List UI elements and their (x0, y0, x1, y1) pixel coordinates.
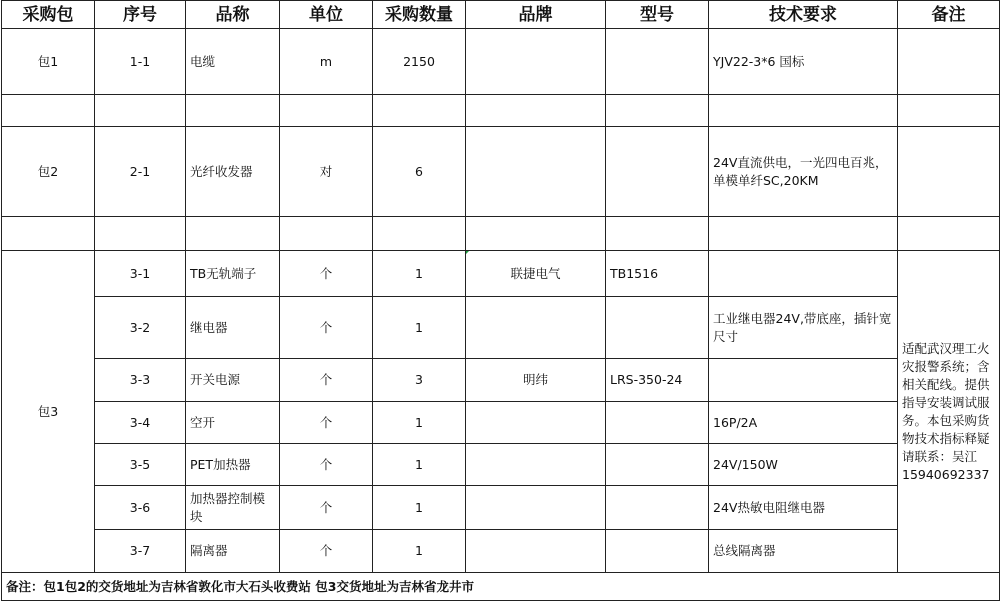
brand-cell: 联捷电气 (466, 251, 606, 297)
empty-cell (2, 95, 95, 127)
pkg-cell: 包1 (2, 29, 95, 95)
tech-cell: 工业继电器24V,带底座，插针宽尺寸 (709, 297, 898, 359)
brand-cell (466, 127, 606, 217)
header-brand: 品牌 (466, 1, 606, 29)
header-qty: 采购数量 (373, 1, 466, 29)
unit-cell: 个 (280, 297, 373, 359)
name-cell: TB无轨端子 (186, 251, 280, 297)
pkg-cell: 包3 (2, 251, 95, 573)
table-row (2, 486, 1000, 530)
tech-cell: 16P/2A (709, 402, 898, 444)
header-name: 品称 (186, 1, 280, 29)
name-cell: 隔离器 (186, 530, 280, 573)
name-cell: 空开 (186, 402, 280, 444)
brand-cell (466, 402, 606, 444)
unit-cell: m (280, 29, 373, 95)
seq-cell: 3-4 (95, 402, 186, 444)
empty-cell (709, 217, 898, 251)
qty-cell: 2150 (373, 29, 466, 95)
qty-cell: 1 (373, 530, 466, 573)
table-row (2, 29, 1000, 95)
empty-cell (466, 95, 606, 127)
empty-cell (898, 217, 1000, 251)
brand-cell (466, 530, 606, 573)
empty-cell (373, 217, 466, 251)
brand-cell (466, 486, 606, 530)
model-cell (606, 530, 709, 573)
seq-cell: 3-5 (95, 444, 186, 486)
seq-cell: 3-6 (95, 486, 186, 530)
tech-cell: 总线隔离器 (709, 530, 898, 573)
name-cell: 电缆 (186, 29, 280, 95)
model-cell: LRS-350-24 (606, 359, 709, 402)
empty-cell (466, 217, 606, 251)
empty-cell (95, 217, 186, 251)
unit-cell: 对 (280, 127, 373, 217)
table-row (2, 359, 1000, 402)
unit-cell: 个 (280, 402, 373, 444)
model-cell (606, 127, 709, 217)
unit-cell: 个 (280, 486, 373, 530)
unit-cell: 个 (280, 251, 373, 297)
table-row (2, 297, 1000, 359)
empty-cell (186, 217, 280, 251)
tech-cell (709, 251, 898, 297)
brand-cell (466, 297, 606, 359)
qty-cell: 1 (373, 402, 466, 444)
procurement-table (1, 0, 1000, 601)
model-cell: TB1516 (606, 251, 709, 297)
brand-cell (466, 444, 606, 486)
qty-cell: 6 (373, 127, 466, 217)
unit-cell: 个 (280, 444, 373, 486)
header-pkg: 采购包 (2, 1, 95, 29)
qty-cell: 1 (373, 251, 466, 297)
model-cell (606, 29, 709, 95)
seq-cell: 3-7 (95, 530, 186, 573)
brand-cell (466, 29, 606, 95)
note-cell (898, 29, 1000, 95)
table-row (2, 402, 1000, 444)
seq-cell: 3-2 (95, 297, 186, 359)
qty-cell: 3 (373, 359, 466, 402)
header-model: 型号 (606, 1, 709, 29)
pkg-cell: 包2 (2, 127, 95, 217)
spacer-row (2, 95, 1000, 127)
qty-cell: 1 (373, 486, 466, 530)
header-unit: 单位 (280, 1, 373, 29)
empty-cell (280, 217, 373, 251)
seq-cell: 1-1 (95, 29, 186, 95)
note-cell (898, 127, 1000, 217)
delivery-note: 备注：包1包2的交货地址为吉林省敦化市大石头收费站 包3交货地址为吉林省龙井市 (2, 573, 1000, 601)
table-row (2, 530, 1000, 573)
tech-cell (709, 359, 898, 402)
empty-cell (606, 217, 709, 251)
header-seq: 序号 (95, 1, 186, 29)
unit-cell: 个 (280, 359, 373, 402)
seq-cell: 2-1 (95, 127, 186, 217)
table-row (2, 127, 1000, 217)
model-cell (606, 297, 709, 359)
empty-cell (186, 95, 280, 127)
unit-cell: 个 (280, 530, 373, 573)
empty-cell (2, 217, 95, 251)
model-cell (606, 486, 709, 530)
seq-cell: 3-3 (95, 359, 186, 402)
model-cell (606, 444, 709, 486)
empty-cell (606, 95, 709, 127)
header-tech: 技术要求 (709, 1, 898, 29)
tech-cell: YJV22-3*6 国标 (709, 29, 898, 95)
tech-cell: 24V/150W (709, 444, 898, 486)
empty-cell (898, 95, 1000, 127)
empty-cell (373, 95, 466, 127)
header-note: 备注 (898, 1, 1000, 29)
empty-cell (280, 95, 373, 127)
table-row (2, 251, 1000, 297)
seq-cell: 3-1 (95, 251, 186, 297)
header-row (2, 1, 1000, 29)
tech-cell: 24V直流供电，一光四电百兆，单模单纤SC,20KM (709, 127, 898, 217)
empty-cell (709, 95, 898, 127)
pkg3-note-cell: 适配武汉理工火灾报警系统；含相关配线。提供指导安装调试服务。本包采购货物技术指标释疑请联系：吴江15940692337 (898, 251, 1000, 573)
name-cell: PET加热器 (186, 444, 280, 486)
tech-cell: 24V热敏电阻继电器 (709, 486, 898, 530)
model-cell (606, 402, 709, 444)
name-cell: 开关电源 (186, 359, 280, 402)
spacer-row (2, 217, 1000, 251)
name-cell: 加热器控制模块 (186, 486, 280, 530)
table-row (2, 444, 1000, 486)
qty-cell: 1 (373, 297, 466, 359)
qty-cell: 1 (373, 444, 466, 486)
name-cell: 光纤收发器 (186, 127, 280, 217)
empty-cell (95, 95, 186, 127)
name-cell: 继电器 (186, 297, 280, 359)
footer-row (2, 573, 1000, 601)
brand-cell: 明纬 (466, 359, 606, 402)
